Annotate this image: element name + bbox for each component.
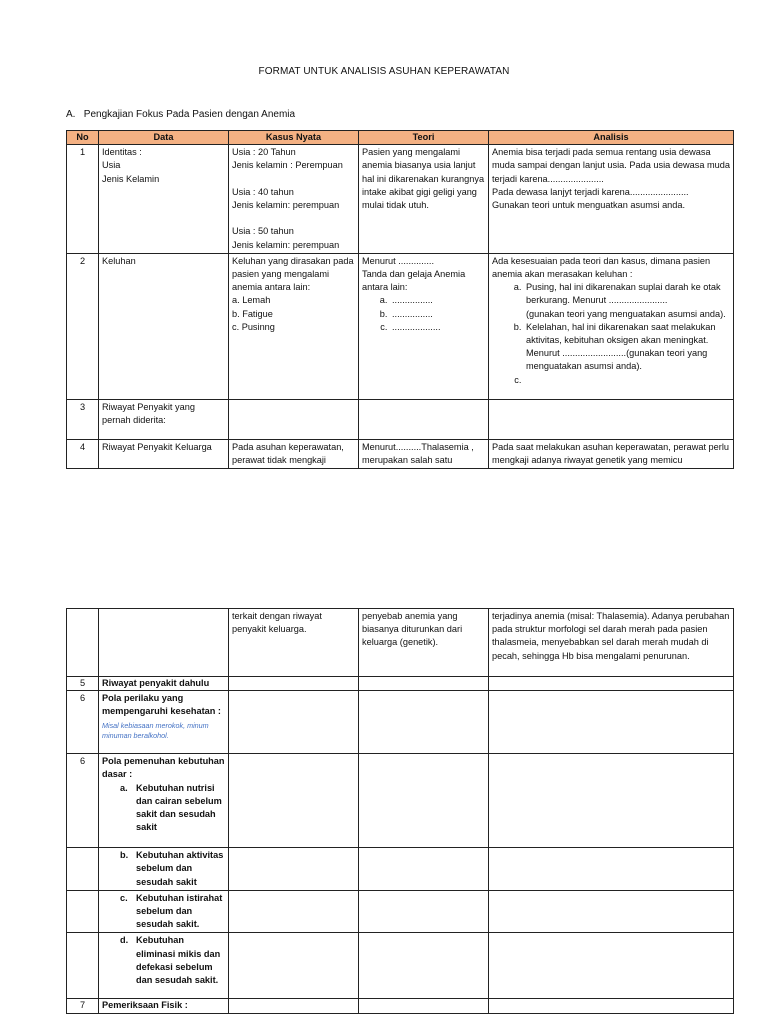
row-number: [67, 848, 99, 891]
table-row: [67, 145, 734, 254]
analisis-cell: [489, 933, 734, 999]
hint-text: Misal kebiasaan merokok, minum minuman beralkohol.: [102, 720, 209, 740]
kasus-cell: [229, 999, 359, 1013]
data-cell: [99, 848, 229, 891]
sub-item: [102, 849, 225, 889]
table-row: [67, 253, 734, 399]
sub-item-text: Kebutuhan nutrisi dan cairan sebelum sakit dan sesudah sakit: [136, 782, 222, 833]
kasus-cell: [229, 890, 359, 933]
kasus-cell: [229, 848, 359, 891]
data-cell: [99, 933, 229, 999]
row-number: 2: [67, 253, 99, 399]
analisis-intro: Ada kesesuaian pada teori dan kasus, dimana pasien anemia akan merasakan keluhan :: [492, 255, 711, 280]
header-analisis: Analisis: [489, 131, 734, 145]
header-data: Data: [99, 131, 229, 145]
table-row: [67, 890, 734, 933]
kasus-cell: [229, 399, 359, 439]
teori-cell: Pasien yang mengalami anemia biasanya usia lanjut hal ini dikarenakan kurangnya intake akibat gigi geligi yang mulai tidak utuh.: [359, 145, 489, 254]
table-row: [67, 754, 734, 848]
teori-cell: [359, 253, 489, 399]
teori-cell: [359, 848, 489, 891]
kasus-cell: Keluhan yang dirasakan pada pasien yang mengalami anemia antara lain: a. Lemah b. Fatigue c. Pusinng: [229, 253, 359, 399]
data-label: Pola perilaku yang mempengaruhi kesehatan :: [102, 693, 221, 717]
row-number: 3: [67, 399, 99, 439]
analisis-cell: [489, 253, 734, 399]
teori-cell: [359, 754, 489, 848]
data-label: Pola pemenuhan kebutuhan dasar :: [102, 756, 225, 780]
section-title: Pengkajian Fokus Pada Pasien dengan Anemia: [83, 109, 296, 120]
sub-item-label: c.: [120, 892, 128, 903]
teori-list: [362, 294, 485, 334]
row-number: [67, 933, 99, 999]
analisis-cell: terjadinya anemia (misal: Thalasemia). Adanya perubahan pada struktur morfologi sel darah merah pada pasien thalasmeia, menyebabkan sel darah merah mudah di pecah, sehingga Hb bisa mengalami penurunan.: [489, 609, 734, 677]
analisis-cell: [489, 399, 734, 439]
sub-item-label: a.: [120, 782, 128, 793]
assessment-table-continued: [66, 608, 734, 1014]
kasus-cell: [229, 677, 359, 691]
teori-cell: [359, 933, 489, 999]
teori-cell: Menurut..........Thalasemia , merupakan salah satu: [359, 439, 489, 468]
teori-cell: penyebab anemia yang biasanya diturunkan dari keluarga (genetik).: [359, 609, 489, 677]
analisis-cell: Pada saat melakukan asuhan keperawatan, perawat perlu mengkaji adanya riwayat genetik yang memicu: [489, 439, 734, 468]
data-cell: Riwayat Penyakit Keluarga: [99, 439, 229, 468]
table-row: [67, 399, 734, 439]
table-row: [67, 691, 734, 754]
teori-cell: [359, 399, 489, 439]
list-item: a. ................: [390, 294, 485, 307]
row-number: 6: [67, 691, 99, 754]
kasus-cell: Usia : 20 Tahun Jenis kelamin : Perempuan Usia : 40 tahun Jenis kelamin: perempuan Usia : 50 tahun Jenis kelamin: perempuan: [229, 145, 359, 254]
list-item: c. ...................: [390, 321, 485, 334]
list-item: a. Pusing, hal ini dikarenakan suplai darah ke otak berkurang. Menurut ....................... (gunakan teori yang menguatakan asumsi anda).: [524, 281, 730, 321]
header-kasus-nyata: Kasus Nyata: [229, 131, 359, 145]
data-cell: Riwayat Penyakit yang pernah diderita:: [99, 399, 229, 439]
data-cell: [99, 609, 229, 677]
analisis-cell: [489, 890, 734, 933]
list-item: [524, 374, 730, 387]
data-cell: [99, 890, 229, 933]
data-cell: Keluhan: [99, 253, 229, 399]
analisis-cell: Anemia bisa terjadi pada semua rentang usia dewasa muda sampai dengan lanjut usia. Pada usia dewasa muda terjadi karena...................... Pada dewasa lanjyt terjadi karena....................... Gunakan teori untuk menguatkan asumsi anda.: [489, 145, 734, 254]
table-row: [67, 677, 734, 691]
sub-item-text: Kebutuhan istirahat sebelum dan sesudah sakit.: [136, 892, 223, 930]
section-label: A.: [66, 109, 76, 120]
kasus-cell: [229, 691, 359, 754]
teori-cell: [359, 691, 489, 754]
row-number: 5: [67, 677, 99, 691]
header-teori: Teori: [359, 131, 489, 145]
list-item: b. ................: [390, 308, 485, 321]
sub-item-text: Kebutuhan aktivitas sebelum dan sesudah sakit: [136, 850, 224, 887]
kasus-cell: terkait dengan riwayat penyakit keluarga.: [229, 609, 359, 677]
table-row: [67, 999, 734, 1013]
sub-item: [102, 934, 225, 987]
table-row: [67, 439, 734, 468]
kasus-cell: [229, 754, 359, 848]
row-number: [67, 609, 99, 677]
data-cell: Riwayat penyakit dahulu: [99, 677, 229, 691]
analisis-list: [492, 281, 730, 387]
teori-intro: Menurut .............. Tanda dan gelaja Anemia antara lain:: [362, 255, 466, 293]
table-header-row: [67, 131, 734, 145]
table-row: [67, 609, 734, 677]
analisis-cell: [489, 754, 734, 848]
row-number: 4: [67, 439, 99, 468]
document-title: FORMAT UNTUK ANALISIS ASUHAN KEPERAWATAN: [258, 66, 510, 77]
teori-cell: [359, 999, 489, 1013]
sub-item-text: Kebutuhan eliminasi mikis dan defekasi sebelum dan sesudah sakit.: [136, 935, 221, 986]
sub-item-label: b.: [120, 850, 129, 861]
table-row: [67, 848, 734, 891]
table-row: [67, 933, 734, 999]
data-cell: Identitas : Usia Jenis Kelamin: [99, 145, 229, 254]
data-cell: [99, 754, 229, 848]
section-heading: [66, 109, 295, 120]
data-cell: Pemeriksaan Fisik :: [99, 999, 229, 1013]
row-number: 6: [67, 754, 99, 848]
header-no: No: [67, 131, 99, 145]
row-number: [67, 890, 99, 933]
list-item: b. Kelelahan, hal ini dikarenakan saat melakukan aktivitas, kebituhan oksigen akan meningkat. Menurut .........................(gunakan teori yang menguatakan asumsi anda).: [524, 321, 730, 374]
sub-item: [102, 892, 225, 932]
sub-item: [102, 782, 225, 835]
row-number: 7: [67, 999, 99, 1013]
analisis-cell: [489, 691, 734, 754]
sub-item-label: d.: [120, 935, 129, 946]
assessment-table: [66, 130, 734, 469]
analisis-cell: [489, 848, 734, 891]
kasus-cell: Pada asuhan keperawatan, perawat tidak mengkaji: [229, 439, 359, 468]
teori-cell: [359, 677, 489, 691]
kasus-cell: [229, 933, 359, 999]
analisis-cell: [489, 677, 734, 691]
row-number: 1: [67, 145, 99, 254]
analisis-cell: [489, 999, 734, 1013]
data-cell: [99, 691, 229, 754]
teori-cell: [359, 890, 489, 933]
